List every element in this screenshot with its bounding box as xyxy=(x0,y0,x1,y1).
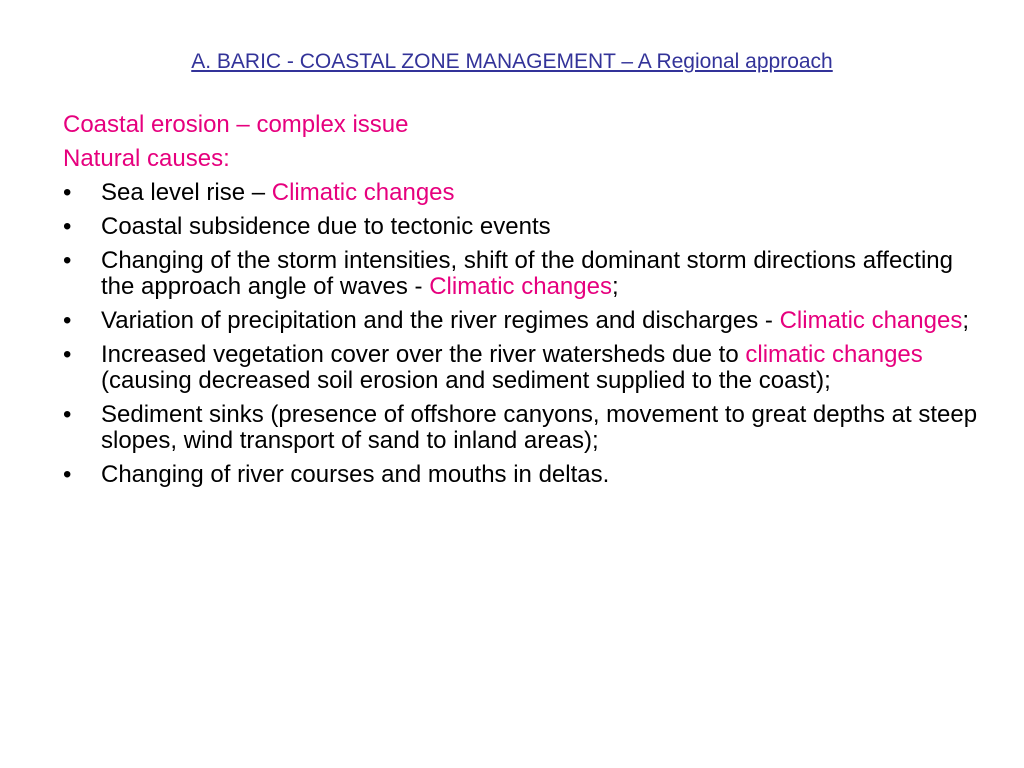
bullet-icon: • xyxy=(63,247,72,274)
item-text: Changing of the storm intensities, shift of the dominant storm directions affecting the approach angle of waves - xyxy=(101,247,953,300)
heading-coastal-erosion: Coastal erosion – complex issue xyxy=(63,111,409,138)
item-text-end: ; xyxy=(611,273,619,300)
item-text: Changing of river courses and mouths in deltas. xyxy=(101,461,610,488)
list-item xyxy=(63,342,983,394)
item-highlight: Climatic changes xyxy=(429,273,612,300)
slide-content xyxy=(63,112,983,496)
item-highlight: Climatic changes xyxy=(271,179,455,206)
item-highlight: Climatic changes xyxy=(779,307,963,334)
bullet-icon: • xyxy=(63,179,72,206)
list-item xyxy=(63,248,983,300)
list-item xyxy=(63,308,983,334)
item-text: Variation of precipitation and the river regimes and discharges - xyxy=(101,307,780,334)
bullet-icon: • xyxy=(63,461,72,488)
slide-title: A. BARIC - COASTAL ZONE MANAGEMENT – A Regional approach xyxy=(191,50,833,73)
bullet-icon: • xyxy=(63,213,72,240)
list-item xyxy=(63,214,983,240)
item-text: Increased vegetation cover over the river watersheds due to xyxy=(101,341,746,368)
causes-list xyxy=(63,180,983,488)
item-text: Coastal subsidence due to tectonic events xyxy=(101,213,551,240)
item-text: Sediment sinks (presence of offshore canyons, movement to great depths at steep slopes, wind transport of sand to inland areas); xyxy=(101,401,978,454)
list-item xyxy=(63,180,983,206)
heading-natural-causes: Natural causes: xyxy=(63,145,230,172)
item-highlight: climatic changes xyxy=(745,341,923,368)
bullet-icon: • xyxy=(63,341,72,368)
bullet-icon: • xyxy=(63,401,72,428)
item-text-end: (causing decreased soil erosion and sediment supplied to the coast); xyxy=(101,367,831,394)
item-text-end: ; xyxy=(962,307,969,334)
list-item xyxy=(63,462,983,488)
item-text: Sea level rise – xyxy=(101,179,272,206)
bullet-icon: • xyxy=(63,307,72,334)
list-item xyxy=(63,402,983,454)
